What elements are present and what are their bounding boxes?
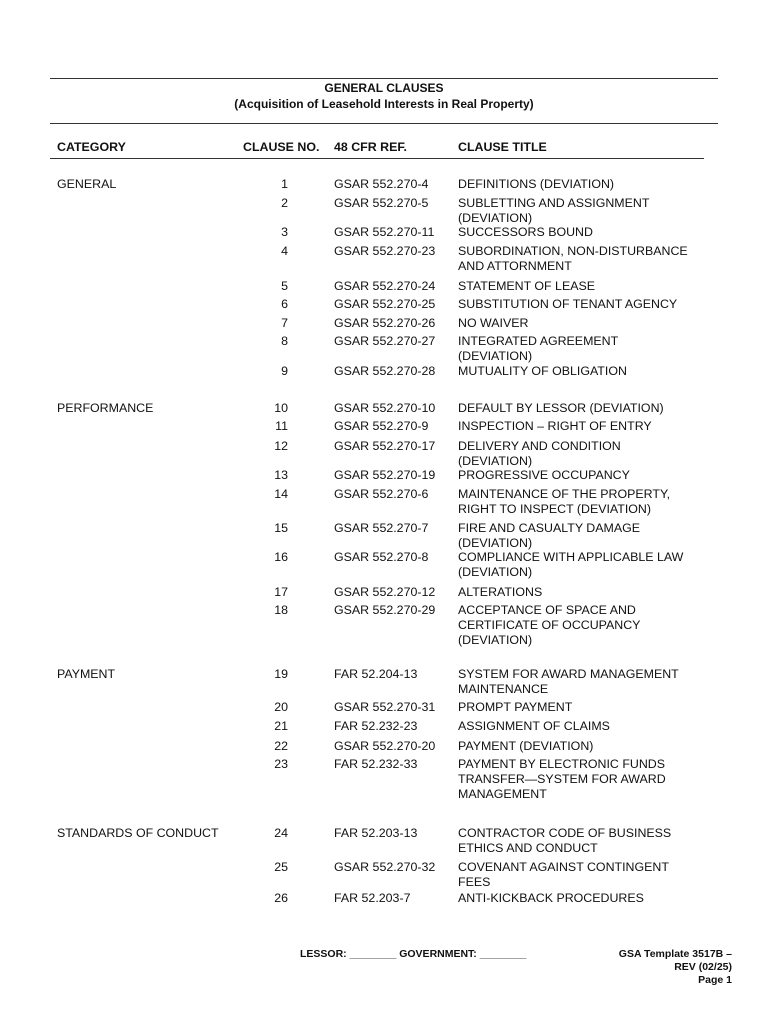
clause-number: 22 bbox=[274, 739, 288, 753]
cfr-reference: GSAR 552.270-32 bbox=[334, 860, 436, 874]
template-revision: REV (02/25) bbox=[674, 961, 732, 973]
cfr-reference: GSAR 552.270-12 bbox=[334, 585, 436, 599]
clause-title: ACCEPTANCE OF SPACE AND CERTIFICATE OF OCCUPANCY (DEVIATION) bbox=[458, 603, 641, 647]
clause-title: FIRE AND CASUALTY DAMAGE (DEVIATION) bbox=[458, 521, 640, 550]
cfr-reference: GSAR 552.270-17 bbox=[334, 439, 436, 453]
cfr-reference: GSAR 552.270-10 bbox=[334, 401, 436, 415]
cfr-reference: GSAR 552.270-4 bbox=[334, 177, 429, 191]
clause-title: MUTUALITY OF OBLIGATION bbox=[458, 364, 627, 378]
clause-number: 23 bbox=[274, 757, 288, 771]
clause-number: 25 bbox=[274, 860, 288, 874]
clause-number: 21 bbox=[274, 719, 288, 733]
clause-number: 7 bbox=[281, 316, 288, 330]
clause-title: ASSIGNMENT OF CLAIMS bbox=[458, 719, 610, 733]
column-header-category: CATEGORY bbox=[57, 140, 126, 154]
template-info bbox=[619, 948, 732, 987]
cfr-reference: GSAR 552.270-5 bbox=[334, 196, 429, 210]
clause-number: 12 bbox=[274, 439, 288, 453]
signature-line: LESSOR: ________ GOVERNMENT: ________ bbox=[300, 948, 527, 960]
cfr-reference: GSAR 552.270-27 bbox=[334, 334, 436, 348]
clause-number: 13 bbox=[274, 468, 288, 482]
clause-title: DEFINITIONS (DEVIATION) bbox=[458, 177, 615, 191]
clause-title: INSPECTION – RIGHT OF ENTRY bbox=[458, 419, 652, 433]
clause-title: STATEMENT OF LEASE bbox=[458, 279, 596, 293]
clause-number: 10 bbox=[274, 401, 288, 415]
category-label: PERFORMANCE bbox=[57, 401, 154, 415]
clause-number: 20 bbox=[274, 700, 288, 714]
page-number: Page 1 bbox=[698, 974, 732, 986]
cfr-reference: GSAR 552.270-26 bbox=[334, 316, 436, 330]
category-label: PAYMENT bbox=[57, 667, 116, 681]
clause-number: 4 bbox=[281, 244, 288, 258]
clause-number: 19 bbox=[274, 667, 288, 681]
header-bottom-rule bbox=[50, 158, 704, 159]
cfr-reference: GSAR 552.270-20 bbox=[334, 739, 436, 753]
header-top-rule bbox=[50, 123, 718, 124]
cfr-reference: GSAR 552.270-29 bbox=[334, 603, 436, 617]
cfr-reference: GSAR 552.270-28 bbox=[334, 364, 436, 378]
cfr-reference: GSAR 552.270-24 bbox=[334, 279, 436, 293]
clause-number: 24 bbox=[274, 826, 288, 840]
cfr-reference: GSAR 552.270-8 bbox=[334, 550, 429, 564]
cfr-reference: FAR 52.232-33 bbox=[334, 757, 418, 771]
cfr-reference: FAR 52.203-7 bbox=[334, 891, 411, 905]
cfr-reference: GSAR 552.270-31 bbox=[334, 700, 436, 714]
clause-title: DEFAULT BY LESSOR (DEVIATION) bbox=[458, 401, 664, 415]
clause-title: ALTERATIONS bbox=[458, 585, 543, 599]
clause-title: DELIVERY AND CONDITION (DEVIATION) bbox=[458, 439, 621, 468]
clause-title: PROGRESSIVE OCCUPANCY bbox=[458, 468, 630, 482]
clause-title: CONTRACTOR CODE OF BUSINESS ETHICS AND CONDUCT bbox=[458, 826, 672, 855]
clause-title: COVENANT AGAINST CONTINGENT FEES bbox=[458, 860, 669, 889]
clause-title: ANTI-KICKBACK PROCEDURES bbox=[458, 891, 644, 905]
clause-number: 6 bbox=[281, 297, 288, 311]
clause-title: INTEGRATED AGREEMENT (DEVIATION) bbox=[458, 334, 619, 363]
template-name: GSA Template 3517B – bbox=[618, 948, 732, 960]
clause-number: 15 bbox=[274, 521, 288, 535]
clause-title: PROMPT PAYMENT bbox=[458, 700, 573, 714]
cfr-reference: GSAR 552.270-7 bbox=[334, 521, 429, 535]
cfr-reference: GSAR 552.270-6 bbox=[334, 487, 429, 501]
top-rule bbox=[50, 78, 718, 79]
clause-number: 5 bbox=[281, 279, 288, 293]
clause-number: 26 bbox=[274, 891, 288, 905]
clause-number: 2 bbox=[281, 196, 288, 210]
clause-number: 14 bbox=[274, 487, 288, 501]
clause-number: 1 bbox=[281, 177, 288, 191]
category-label: STANDARDS OF CONDUCT bbox=[57, 826, 219, 840]
document-subtitle: (Acquisition of Leasehold Interests in Real Property) bbox=[234, 97, 534, 111]
cfr-reference: GSAR 552.270-11 bbox=[334, 225, 435, 239]
clause-title: SUBLETTING AND ASSIGNMENT (DEVIATION) bbox=[458, 196, 650, 225]
cfr-reference: GSAR 552.270-9 bbox=[334, 419, 429, 433]
clause-title: PAYMENT (DEVIATION) bbox=[458, 739, 594, 753]
column-header-cfr-ref: 48 CFR REF. bbox=[334, 140, 407, 154]
column-header-clause-title: CLAUSE TITLE bbox=[458, 140, 547, 154]
clause-title: SYSTEM FOR AWARD MANAGEMENT MAINTENANCE bbox=[458, 667, 679, 696]
document-title: GENERAL CLAUSES bbox=[324, 81, 444, 95]
clause-number: 3 bbox=[281, 225, 288, 239]
clause-title: NO WAIVER bbox=[458, 316, 529, 330]
cfr-reference: FAR 52.204-13 bbox=[334, 667, 418, 681]
clause-number: 8 bbox=[281, 334, 288, 348]
cfr-reference: GSAR 552.270-23 bbox=[334, 244, 436, 258]
clause-number: 9 bbox=[281, 364, 288, 378]
cfr-reference: FAR 52.232-23 bbox=[334, 719, 418, 733]
clause-title: SUBORDINATION, NON-DISTURBANCE AND ATTORNMENT bbox=[458, 244, 688, 273]
clause-title: PAYMENT BY ELECTRONIC FUNDS TRANSFER—SYSTEM FOR AWARD MANAGEMENT bbox=[458, 757, 666, 801]
clause-title: MAINTENANCE OF THE PROPERTY, RIGHT TO INSPECT (DEVIATION) bbox=[458, 487, 671, 516]
cfr-reference: GSAR 552.270-25 bbox=[334, 297, 436, 311]
category-label: GENERAL bbox=[57, 177, 117, 191]
clause-number: 18 bbox=[274, 603, 288, 617]
clause-number: 11 bbox=[275, 419, 288, 433]
clause-title: COMPLIANCE WITH APPLICABLE LAW (DEVIATION) bbox=[458, 550, 684, 579]
column-header-clause-no: CLAUSE NO. bbox=[243, 140, 320, 154]
clause-title: SUBSTITUTION OF TENANT AGENCY bbox=[458, 297, 678, 311]
clause-number: 16 bbox=[274, 550, 288, 564]
clause-title: SUCCESSORS BOUND bbox=[458, 225, 593, 239]
cfr-reference: GSAR 552.270-19 bbox=[334, 468, 436, 482]
clause-number: 17 bbox=[274, 585, 288, 599]
cfr-reference: FAR 52.203-13 bbox=[334, 826, 418, 840]
